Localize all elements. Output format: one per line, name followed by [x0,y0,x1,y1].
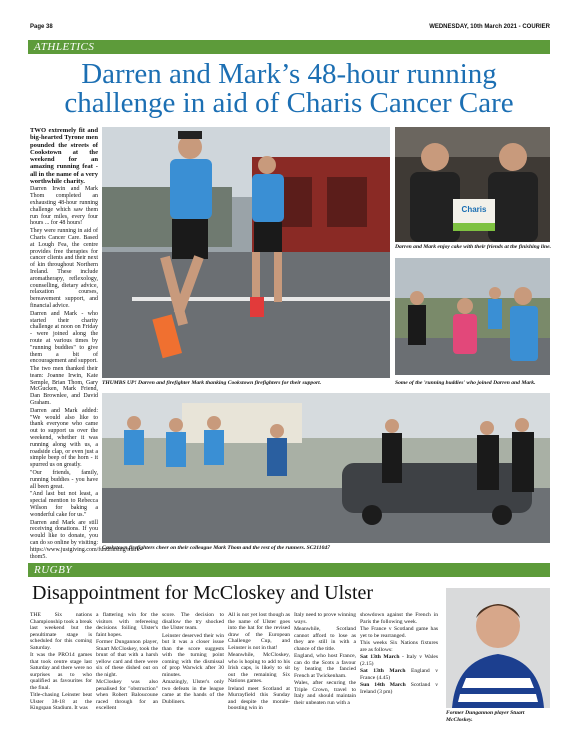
rugby-paragraph: showdown against the French in Paris the following week. [360,612,438,625]
fixture-date: Sun 14th March [360,682,406,688]
fixture-item [360,654,438,667]
rugby-column-3 [162,612,224,732]
section-bar-athletics: ATHLETICS [28,40,550,54]
caption-cake: Darren and Mark enjoy cake with their friends at the finishing line. [395,244,552,250]
caption-thumbs-up: THUMBS UP! Darren and firefighter Mark thanking Cookstown firefighters for their support. [102,380,322,386]
article-paragraph: Darren and Mark - who started their charity challenge at noon on Friday - were joined along the route at various times by "running buddies" to give them a bit of encouragement and support. [30,310,98,365]
fixture-date: Sat 13th March [360,654,400,660]
photo-runners-thumbs-up [102,127,390,378]
rugby-paragraph: McCloskey was also penalised for "obstruction" when Robert Baloucoune raced through for an excellent [96,679,158,711]
article-paragraph: Darren and Mark added: "We would also like to thank everyone who came out to support us over the weekend, whether it was running along with us, a roadside clap, or even just a simple beep of the horn - it spurred us on greatly. [30,407,98,469]
headline-line1: Darren and Mark’s 48-hour running [81,58,497,90]
fixture-match: Scotland v Ireland (3 pm) [360,682,438,695]
fixture-item [360,682,438,695]
caption-firefighters: Cookstown firefighters cheer on their colleague Mark Thom and the rest of the runners. SC211047 [102,545,330,551]
article-paragraph: "And last but not least, a special mention to Rebecca Wilson for baking a wonderful cake for us." [30,491,98,518]
headline [28,60,550,118]
rugby-column-4 [228,612,290,732]
fixture-match: England v France (4.45) [360,668,438,681]
article-column [30,127,142,560]
article-paragraph: "Our friends, family, running buddies - you have all been great. [30,470,98,490]
fixture-item [360,668,438,681]
cake-lettering: Charis [461,205,487,214]
article-paragraph: Darren Irwin and Mark Thom completed an exhausting 48-hour running challenge which saw them run four miles, every four hours ... for 48 hours! [30,186,98,227]
photo-stuart-mccloskey [446,588,550,708]
rugby-paragraph: It was the PRO14 games that took centre stage last Saturday and there were no surprises as to who qualified as favourites for the final. [30,652,92,691]
rugby-paragraph: Italy need to prove winning ways. [294,612,356,625]
rugby-paragraph: Amazingly, Ulster's only two defeats in the league came at the hands of the Dubliners. [162,679,224,705]
rugby-column-5 [294,612,356,732]
headline-line2: challenge in aid of Charis Cancer Care [64,87,514,119]
photo-running-buddies [395,258,550,375]
rugby-paragraph: Meanwhile, McCloskey, who is hoping to add to his Irish caps, is likely to sit out the remaining Six Nations games. [228,652,290,684]
rugby-paragraph: Former Dungannon player, Stuart McCloskey, took the brunt of that with a harsh yellow card and there were six of these dished out on the night. [96,639,158,678]
rugby-paragraph: Meanwhile, Scotland cannot afford to lose as they are still in with a chance of the title. [294,626,356,652]
publication-date: WEDNESDAY, 10th March 2021 - COURIER [429,24,550,30]
rugby-paragraph: England, who host France, can do the Scots a favour by beating the fancied French at Twickenham. [294,653,356,679]
rugby-paragraph: a flattering win for the visitors with refereeing decisions foiling Ulster's faint hopes. [96,612,158,638]
article-lead: TWO extremely fit and big-hearted Tyrone men pounded the streets of Cookstown at the weekend for an amazing running feat - all in the name of a very worthwhile charity. [30,127,98,186]
rugby-paragraph: Leinster deserved their win but it was a closer issue than the score suggests with the turning point coming with the dismissal of prop Warwick after 30 minutes. [162,632,224,678]
caption-running-buddies: Some of the 'running buddies' who joined Darren and Mark. [395,380,536,386]
photo-firefighters-cheer [102,393,550,543]
fixture-match: - Italy v Wales (2.15) [360,654,438,667]
rugby-paragraph: score. The decision to disallow the try shocked the Ulster team. [162,612,224,631]
rugby-column-2 [96,612,158,732]
article-paragraph: Darren and Mark are still receiving donations. If you would like to donate, you can do so online by visiting: https://www.justgiving.com/fundraising/mark-thom5. [30,519,142,560]
rugby-column-6 [360,612,438,732]
rugby-column-1 [30,612,92,732]
rugby-paragraph: THE Six nations Championship took a break last weekend but the penultimate stage is scheduled for this coming Saturday. [30,612,92,651]
fixture-date: Sat 13th March [360,668,406,674]
article-paragraph: The two men thanked their team: Joanne Irwin, Kate Semple, Brian Thom, Gary McGucken, Mark Friend, Dan Brownlee, and David Graham. [30,366,98,407]
rugby-headline: Disappointment for McCloskey and Ulster [32,582,374,604]
article-paragraph: They were running in aid of Charis Cancer Care. Based at Lough Fea, the centre provides free therapies for cancer clients and their next of kin throughout Northern Ireland. These include aromatherapy, reflexology, counselling, dietary advice, relaxation courses, bereavement support, and financial advice. [30,228,98,309]
rugby-paragraph: Ireland meet Scotland at Murrayfield this Sunday and despite the morale-boosting win in [228,685,290,711]
caption-mccloskey: Former Dungannon player Stuart McCloskey. [446,710,525,723]
page-number: Page 38 [30,24,53,30]
rugby-paragraph: This weeks Six Nations fixtures are as follows: [360,640,438,653]
photo-cake-finish [395,127,550,242]
section-bar-rugby: RUGBY [28,563,550,577]
rugby-paragraph: Title-chasing Leinster beat Ulster 38-18 at the Kingspan Stadium. It was [30,692,92,711]
rugby-paragraph: The France v Scotland game has yet to be rearranged. [360,626,438,639]
rugby-paragraph: Wales, after securing the Triple Crown, travel to Italy and should maintain their unbeaten run with a [294,680,356,706]
rugby-paragraph: All is not yet lost though as the name of Ulster goes into the hat for the revised draw of the European Challenge Cup, and Leinster is not in that! [228,612,290,651]
